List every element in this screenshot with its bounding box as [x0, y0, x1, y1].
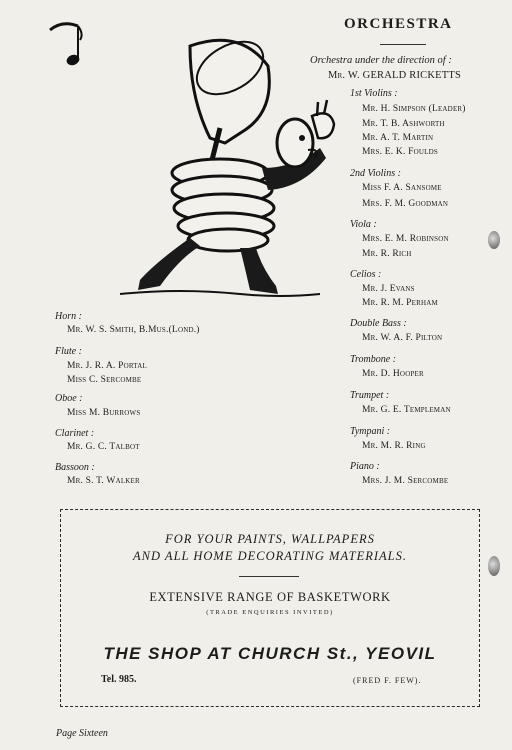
section-label-oboe: Oboe : — [55, 393, 83, 404]
member-name: Mrs. E. M. Robinson — [362, 234, 449, 244]
member-name: Mr. M. R. Ring — [362, 441, 426, 451]
member-name: Mr. T. B. Ashworth — [362, 119, 445, 129]
section-label-piano: Piano : — [350, 461, 380, 472]
tuba-player-cartoon-icon — [40, 18, 340, 298]
page-title: ORCHESTRA — [344, 16, 453, 32]
member-name: Miss C. Sercombe — [67, 375, 142, 385]
ad-trade-line: (TRADE ENQUIRIES INVITED) — [206, 609, 334, 616]
section-label-trombone: Trombone : — [350, 354, 397, 365]
section-label-double-bass: Double Bass : — [350, 318, 407, 329]
member-name: Miss M. Burrows — [67, 408, 141, 418]
page-number: Page Sixteen — [56, 728, 108, 739]
member-name: Mr. G. E. Templeman — [362, 405, 451, 415]
section-label-cellos: Celios : — [350, 269, 382, 280]
ad-paints-line: FOR YOUR PAINTS, WALLPAPERS — [165, 532, 375, 546]
section-label-bassoon: Bassoon : — [55, 462, 95, 473]
member-name: Mr. S. T. Walker — [67, 476, 140, 486]
ad-decorating-line: AND ALL HOME DECORATING MATERIALS. — [133, 549, 407, 563]
member-name: Mr. D. Hooper — [362, 369, 424, 379]
section-label-viola: Viola : — [350, 219, 377, 230]
member-name: Mrs. E. K. Foulds — [362, 147, 438, 157]
section-label-tympani: Tympani : — [350, 426, 391, 437]
member-name: Miss F. A. Sansome — [362, 183, 442, 193]
section-label-1st-violins: 1st Violins : — [350, 88, 398, 99]
member-name: Mr. R. Rich — [362, 249, 412, 259]
ad-divider — [239, 576, 299, 577]
member-name: Mr. A. T. Martin — [362, 133, 434, 143]
section-label-trumpet: Trumpet : — [350, 390, 390, 401]
heading-divider — [380, 44, 426, 45]
member-name: Mr. W. S. Smith, B.Mus.(Lond.) — [67, 325, 200, 335]
member-name: Mr. J. R. A. Portal — [67, 361, 147, 371]
ad-proprietor: (FRED F. FEW). — [353, 676, 422, 685]
member-name: Mr. H. Simpson (Leader) — [362, 104, 466, 114]
binder-hole-icon — [488, 231, 500, 249]
section-label-clarinet: Clarinet : — [55, 428, 95, 439]
member-name: Mrs. F. M. Goodman — [362, 199, 449, 209]
conductor-name: Mr. W. GERALD RICKETTS — [328, 70, 462, 81]
member-name: Mr. J. Evans — [362, 284, 415, 294]
member-name: Mr. W. A. F. Pilton — [362, 333, 443, 343]
shop-advertisement — [60, 509, 480, 707]
section-label-horn: Horn : — [55, 311, 82, 322]
music-note-icon — [50, 24, 82, 67]
member-name: Mrs. J. M. Sercombe — [362, 476, 449, 486]
section-label-flute: Flute : — [55, 346, 82, 357]
ad-telephone: Tel. 985. — [101, 674, 137, 685]
member-name: Mr. G. C. Talbot — [67, 442, 140, 452]
ad-shop-name: THE SHOP AT CHURCH St., YEOVIL — [103, 644, 437, 663]
section-label-2nd-violins: 2nd Violins : — [350, 168, 401, 179]
binder-hole-icon — [488, 556, 500, 576]
member-name: Mr. R. M. Perham — [362, 298, 438, 308]
ad-basketwork-line: EXTENSIVE RANGE OF BASKETWORK — [149, 590, 391, 604]
orchestra-intro: Orchestra under the direction of : — [310, 55, 452, 66]
